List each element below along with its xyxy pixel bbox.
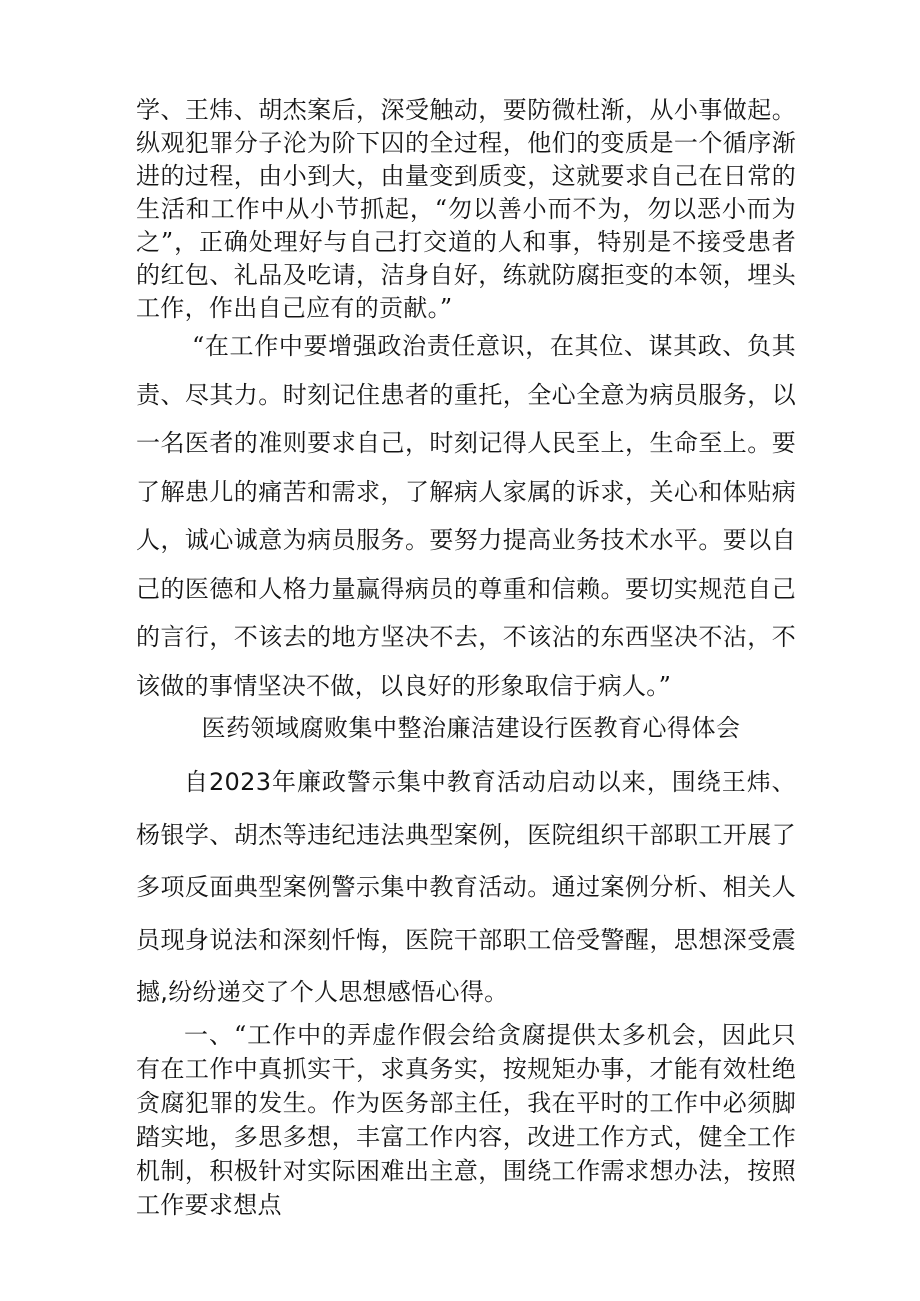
paragraph-body-2: “在工作中要增强政治责任意识，在其位、谋其政、负其责、尽其力。时刻记住患者的重托，全心全意为病员服务，以一名医者的准则要求自己，时刻记得人民至上，生命至上。要了解患儿的痛苦和需求，了解病人家属的诉求，关心和体贴病人，诚心诚意为病员服务。要努力提高业务技术水平。要以自己的医德和人格力量赢得病员的尊重和信赖。要切实规范自己的言行，不该去的地方坚决不去，不该沾的东西坚决不沾，不该做的事情坚决不做，以良好的形象取信于病人。” [136, 332, 796, 700]
paragraph-body-4: 一、“工作中的弄虚作假会给贪腐提供太多机会，因此只有在工作中真抓实干，求真务实，按规矩办事，才能有效杜绝贪腐犯罪的发生。作为医务部主任，我在平时的工作中必须脚踏实地，多思多想，丰富工作内容，改进工作方式，健全工作机制，积极针对实际困难出主意，围绕工作需求想办法，按照工作要求想点 [136, 1021, 796, 1219]
section-heading: 医药领域腐败集中整治廉洁建设行医教育心得体会 [201, 714, 741, 742]
paragraph-body-1: 学、王炜、胡杰案后，深受触动，要防微杜渐，从小事做起。纵观犯罪分子沦为阶下囚的全过程，他们的变质是一个循序渐进的过程，由小到大，由量变到质变，这就要求自己在日常的生活和工作中从小节抓起，“勿以善小而不为，勿以恶小而为之”，正确处理好与自己打交道的人和事，特别是不接受患者的红包、礼品及吃请，洁身自好，练就防腐拒变的本领，埋头工作，作出自己应有的贡献。” [136, 96, 796, 322]
paragraph-body-3: 自2023年廉政警示集中教育活动启动以来，围绕王炜、杨银学、胡杰等违纪违法典型案例，医院组织干部职工开展了多项反面典型案例警示集中教育活动。通过案例分析、相关人员现身说法和深刻忏悔，医院干部职工倍受警醒，思想深受震撼,纷纷递交了个人思想感悟心得。 [136, 768, 796, 1006]
